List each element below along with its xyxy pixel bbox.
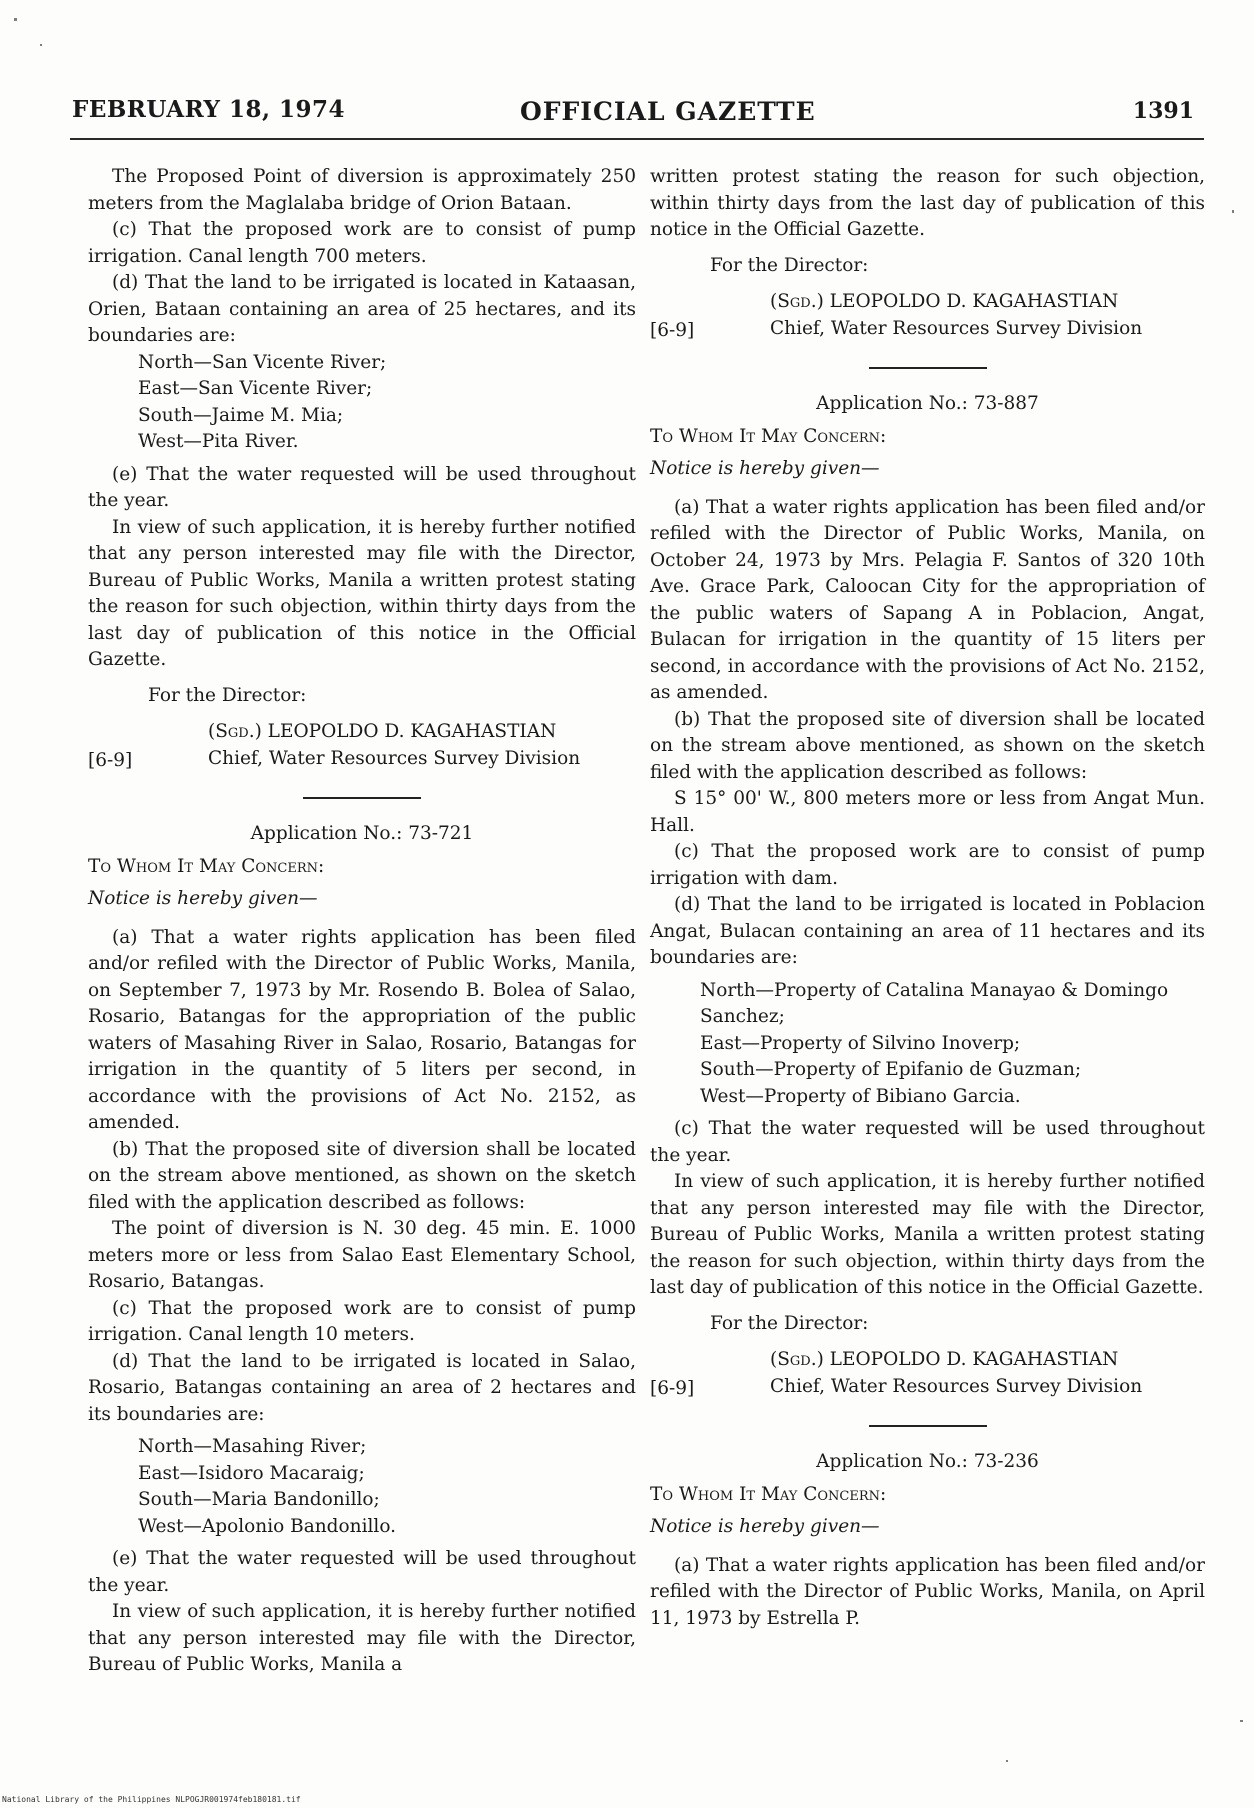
scan-footer: National Library of the Philippines NLPOGJR001974feb180181.tif bbox=[2, 1795, 301, 1804]
header-rule bbox=[70, 138, 1204, 140]
issue-ref: [6-9] bbox=[650, 1378, 695, 1399]
scan-speck bbox=[1232, 210, 1234, 213]
paragraph: (a) That a water rights application has been filed and/or refiled with the Director of Public Works, Manila, on September 7, 1973 by Mr. Rosendo B. Bolea of Salao, Rosario, Batangas for the appropriation of the public waters of Masahing River in Salao, Rosario, Batangas for irrigation in the quantity of 5 liters per second, in accordance with the provisions of Act No. 2152, as amended. bbox=[88, 926, 636, 1133]
issue-ref: [6-9] bbox=[650, 320, 695, 341]
paragraph: (e) That the water requested will be used throughout the year. bbox=[88, 1548, 636, 1596]
boundary-item: North—San Vicente River; bbox=[138, 351, 387, 373]
boundary-item: South—Maria Bandonillo; bbox=[138, 1489, 380, 1510]
signatory-name: (Sgd.) LEOPOLDO D. KAGAHASTIAN bbox=[208, 721, 557, 742]
paragraph: (b) That the proposed site of diversion shall be located on the stream above mentioned, as shown on the sketch filed with the application described as follows: bbox=[88, 1138, 636, 1213]
boundary-item: East—San Vicente River; bbox=[138, 378, 373, 399]
section-divider bbox=[869, 367, 987, 369]
signature-block bbox=[88, 719, 636, 773]
salutation: To Whom It May Concern: bbox=[650, 1483, 887, 1505]
section-divider bbox=[869, 1425, 987, 1427]
signatory-name: (Sgd.) LEOPOLDO D. KAGAHASTIAN bbox=[770, 291, 1119, 312]
page-header bbox=[70, 96, 1194, 136]
scan-speck bbox=[14, 18, 17, 21]
issue-ref: [6-9] bbox=[88, 750, 133, 771]
paragraph: S 15° 00' W., 800 meters more or less from Angat Mun. Hall. bbox=[650, 788, 1205, 836]
signatory-title: Chief, Water Resources Survey Division bbox=[770, 318, 1143, 339]
signature-block bbox=[650, 1347, 1205, 1401]
salutation: To Whom It May Concern: bbox=[650, 425, 887, 447]
for-director: For the Director: bbox=[148, 684, 307, 706]
paragraph: (c) That the water requested will be used throughout the year. bbox=[650, 1118, 1205, 1166]
notice-line: Notice is hereby given— bbox=[88, 888, 318, 909]
notice-line: Notice is hereby given— bbox=[650, 458, 880, 479]
section-divider bbox=[303, 797, 421, 799]
scan-speck bbox=[40, 44, 42, 46]
paragraph: (a) That a water rights application has been filed and/or refiled with the Director of Public Works, Manila, on April 11, 1973 by Estrella P. bbox=[650, 1554, 1205, 1629]
paragraph: The point of diversion is N. 30 deg. 45 min. E. 1000 meters more or less from Salao East Elementary School, Rosario, Batangas. bbox=[88, 1218, 636, 1292]
boundary-item: South—Property of Epifanio de Guzman; bbox=[700, 1059, 1082, 1080]
paragraph: In view of such application, it is hereby further notified that any person interested may file with the Director, Bureau of Public Works, Manila a written protest stating the reason for such objection, within thirty days from the last day of publication of this notice in the Official Gazette. bbox=[88, 516, 636, 670]
page-number: 1391 bbox=[1132, 98, 1194, 124]
application-heading: Application No.: 73-236 bbox=[816, 1451, 1039, 1472]
notice-line: Notice is hereby given— bbox=[650, 1516, 880, 1537]
publication-title: OFFICIAL GAZETTE bbox=[520, 97, 816, 126]
boundary-item: East—Isidoro Macaraig; bbox=[138, 1462, 365, 1484]
paragraph: (d) That the land to be irrigated is located in Salao, Rosario, Batangas containing an area of 2 hectares and its boundaries are: bbox=[88, 1350, 636, 1425]
scan-speck bbox=[1006, 1760, 1008, 1762]
signatory-name: (Sgd.) LEOPOLDO D. KAGAHASTIAN bbox=[770, 1349, 1119, 1370]
boundary-item: East—Property of Silvino Inoverp; bbox=[700, 1032, 1021, 1054]
paragraph: In view of such application, it is hereby further notified that any person interested may file with the Director, Bureau of Public Works, Manila a bbox=[88, 1601, 636, 1675]
paragraph: (c) That the proposed work are to consist of pump irrigation with dam. bbox=[650, 841, 1205, 889]
for-director: For the Director: bbox=[710, 1312, 869, 1334]
boundary-item: West—Pita River. bbox=[138, 431, 299, 452]
boundary-item: South—Jaime M. Mia; bbox=[138, 404, 344, 426]
application-heading: Application No.: 73-721 bbox=[250, 823, 474, 844]
boundary-item: West—Apolonio Bandonillo. bbox=[138, 1515, 397, 1537]
paragraph: (c) That the proposed work are to consist of pump irrigation. Canal length 700 meters. bbox=[88, 219, 636, 267]
scan-speck bbox=[1240, 1720, 1243, 1722]
paragraph: (c) That the proposed work are to consist of pump irrigation. Canal length 10 meters. bbox=[88, 1297, 636, 1345]
paragraph: (d) That the land to be irrigated is located in Kataasan, Orien, Bataan containing an area of 25 hectares, and its boundaries are: bbox=[88, 272, 636, 346]
issue-date: FEBRUARY 18, 1974 bbox=[72, 96, 345, 123]
paragraph: (d) That the land to be irrigated is located in Poblacion Angat, Bulacan containing an area of 11 hectares and its boundaries are: bbox=[650, 894, 1205, 968]
paragraph: (a) That a water rights application has been filed and/or refiled with the Director of Public Works, Manila, on October 24, 1973 by Mrs. Pelagia F. Santos of 320 10th Ave. Grace Park, Caloocan City for the appropriation of the public waters of Sapang A in Poblacion, Angat, Bulacan for irrigation in the quantity of 15 liters per second, in accordance with the provisions of Act No. 2152, as amended. bbox=[650, 496, 1205, 703]
right-column bbox=[650, 164, 1205, 1632]
signatory-title: Chief, Water Resources Survey Division bbox=[770, 1376, 1143, 1397]
boundary-item: North—Property of Catalina Manayao & Domingo Sanchez; bbox=[700, 979, 1169, 1027]
for-director: For the Director: bbox=[710, 254, 869, 276]
paragraph: written protest stating the reason for such objection, within thirty days from the last day of publication of this notice in the Official Gazette. bbox=[650, 166, 1205, 240]
paragraph: (b) That the proposed site of diversion shall be located on the stream above mentioned, as shown on the sketch filed with the application described as follows: bbox=[650, 708, 1205, 783]
salutation: To Whom It May Concern: bbox=[88, 855, 325, 877]
paragraph: The Proposed Point of diversion is approximately 250 meters from the Maglalaba bridge of Orion Bataan. bbox=[88, 166, 636, 214]
paragraph: (e) That the water requested will be used throughout the year. bbox=[88, 463, 636, 511]
signatory-title: Chief, Water Resources Survey Division bbox=[208, 748, 581, 769]
boundary-item: North—Masahing River; bbox=[138, 1436, 367, 1457]
left-column bbox=[88, 164, 636, 1679]
paragraph: In view of such application, it is hereby further notified that any person interested may file with the Director, Bureau of Public Works, Manila a written protest stating the reason for such objection, within thirty days from the last day of publication of this notice in the Official Gazette. bbox=[650, 1171, 1205, 1298]
boundary-item: West—Property of Bibiano Garcia. bbox=[700, 1085, 1021, 1107]
application-heading: Application No.: 73-887 bbox=[816, 393, 1039, 414]
signature-block bbox=[650, 289, 1205, 343]
